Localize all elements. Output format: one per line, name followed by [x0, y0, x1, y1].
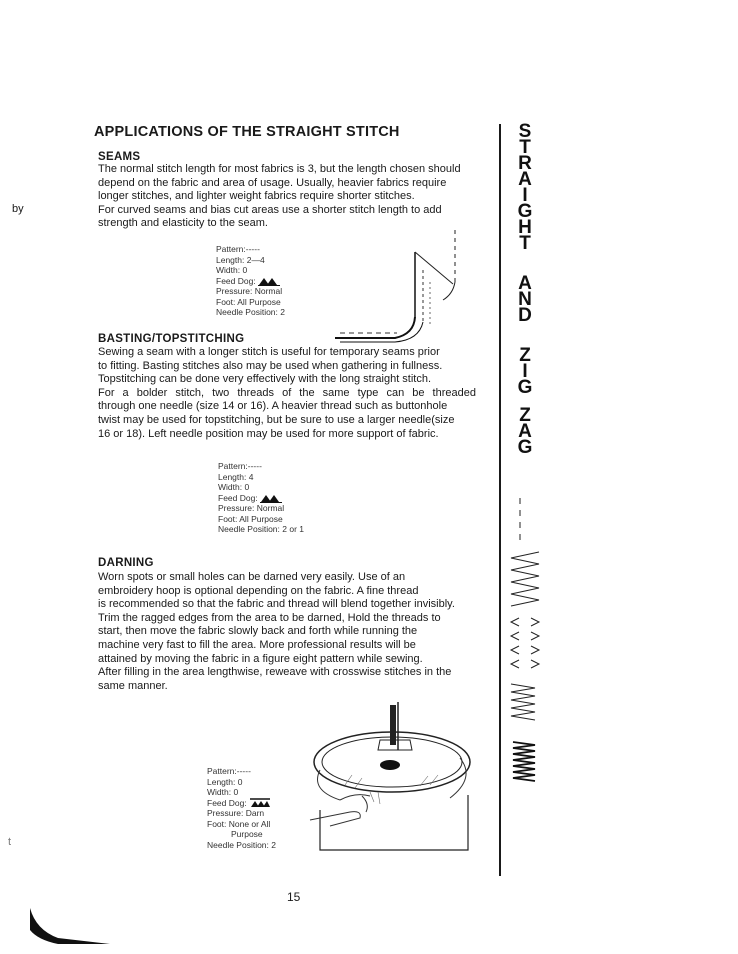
darning-line: same manner.	[98, 679, 168, 692]
page-number: 15	[287, 890, 301, 904]
side-title-letter: G	[517, 437, 533, 458]
basting-line: 16 or 18). Left needle position may be used for more support of fabric.	[98, 427, 439, 440]
basting-line: through one needle (size 14 or 16). A heavier thread such as buttonhole	[98, 400, 448, 413]
setting-width: Width: 0	[216, 265, 248, 275]
basting-line: Sewing a seam with a longer stitch is useful for temporary seams prior	[98, 346, 440, 358]
setting-width: Width: 0	[207, 787, 239, 797]
page-title: APPLICATIONS OF THE STRAIGHT STITCH	[94, 124, 400, 140]
embroidery-hoop-illustration	[300, 700, 490, 858]
basting-settings	[218, 461, 304, 535]
binding-shadow	[28, 900, 118, 950]
side-title-letter: H	[518, 217, 532, 238]
setting-pressure: Pressure: Darn	[207, 808, 265, 819]
setting-needle-position: Needle Position: 2	[207, 839, 276, 850]
seams-settings	[216, 244, 285, 318]
setting-pressure: Pressure: Normal	[216, 286, 283, 296]
seams-line: depend on the fabric and area of usage. Usually, heavier fabrics require	[98, 176, 447, 189]
seams-line: The normal stitch length for most fabrics is 3, but the length chosen should	[98, 163, 461, 175]
seams-line: strength and elasticity to the seam.	[98, 217, 268, 230]
darning-paragraph	[98, 571, 455, 693]
setting-feed-dog: Feed Dog:	[207, 798, 276, 809]
side-title-letter: N	[518, 289, 532, 310]
basting-line: Topstitching can be done very effectively with the long straight stitch.	[98, 373, 432, 386]
darning-settings	[207, 766, 276, 850]
margin-note: by	[12, 203, 24, 215]
side-title-letter: R	[518, 153, 532, 174]
side-title-letter: Z	[519, 405, 531, 426]
setting-width: Width: 0	[218, 482, 250, 492]
darning-line: After filling in the area lengthwise, reweave with crosswise stitches in the	[98, 666, 452, 679]
side-title-letter: T	[519, 137, 531, 158]
setting-pattern: Pattern:-----	[207, 766, 251, 776]
feed-dog-down-icon	[249, 798, 271, 808]
basting-paragraph	[98, 346, 476, 441]
side-title-letter: I	[522, 361, 528, 382]
basting-heading: BASTING/TOPSTITCHING	[98, 333, 245, 345]
setting-foot: Foot: All Purpose	[218, 513, 283, 524]
seams-heading: SEAMS	[98, 151, 141, 163]
basting-line: to fitting. Basting stitches also may be used when gathering in fullness.	[98, 359, 443, 372]
basting-line: For a bolder stitch, two threads of the same type can be threaded	[98, 386, 476, 399]
seams-paragraph	[98, 163, 461, 231]
side-title-letter: G	[517, 377, 533, 398]
darning-line: attained by moving the fabric in a figure eight pattern while sewing.	[98, 652, 423, 665]
setting-needle-position: Needle Position: 2 or 1	[218, 524, 304, 534]
setting-needle-position: Needle Position: 2	[216, 307, 285, 317]
seam-illustration	[335, 222, 465, 347]
setting-pattern: Pattern:-----	[218, 461, 262, 471]
stitch-samples-icon	[505, 492, 545, 792]
side-title-letter: S	[518, 121, 532, 142]
side-title-letter: G	[517, 201, 533, 222]
setting-feed-dog: Feed Dog:	[218, 493, 304, 504]
darning-line: is recommended so that the fabric and thread will blend together invisibly.	[98, 598, 455, 611]
basting-line: twist may be used for topstitching, but be sure to use a larger needle(size	[98, 413, 455, 426]
setting-length: Length: 0	[207, 776, 243, 787]
side-title	[508, 121, 542, 458]
side-title-letter: A	[518, 421, 532, 442]
setting-pressure: Pressure: Normal	[218, 503, 285, 513]
side-title-letter: D	[518, 305, 532, 326]
setting-length: Length: 2—4	[216, 254, 265, 265]
side-title-letter: Z	[519, 345, 531, 366]
darning-line: Trim the ragged edges from the area to be darned, Hold the threads to	[98, 611, 441, 624]
margin-note-2: t	[8, 836, 12, 848]
setting-feed-dog: Feed Dog:	[216, 276, 285, 287]
darning-line: embroidery hoop is optional depending on the fabric. A fine thread	[98, 584, 419, 597]
darning-line: machine very fast to fill the area. More professional results will be	[98, 638, 416, 651]
seams-line: longer stitches, and lighter weight fabrics require shorter stitches.	[98, 190, 415, 203]
vertical-rule	[499, 124, 501, 876]
side-title-letter: A	[518, 273, 532, 294]
darning-line: start, then move the fabric slowly back and forth while running the	[98, 625, 418, 638]
darning-heading: DARNING	[98, 557, 154, 569]
setting-foot: Foot: All Purpose	[216, 296, 281, 307]
side-title-letter: A	[518, 169, 532, 190]
seams-line: For curved seams and bias cut areas use a shorter stitch length to add	[98, 203, 442, 216]
feed-dog-up-icon	[260, 494, 282, 503]
setting-foot-continued: Purpose	[231, 829, 263, 840]
feed-dog-up-icon	[258, 277, 280, 286]
side-title-letter: I	[522, 185, 528, 206]
darning-line: Worn spots or small holes can be darned very easily. Use of an	[98, 571, 406, 583]
side-title-letter: T	[519, 233, 531, 254]
setting-length: Length: 4	[218, 471, 254, 482]
setting-foot: Foot: None or All	[207, 818, 271, 829]
setting-pattern: Pattern:-----	[216, 244, 260, 254]
